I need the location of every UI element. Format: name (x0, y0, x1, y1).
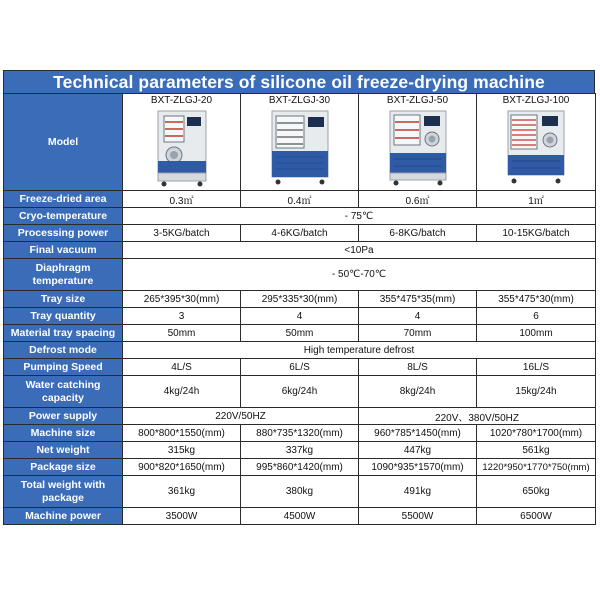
table-cell: 50mm (241, 325, 359, 342)
row-label: Tray quantity (4, 308, 123, 325)
table-cell: 361kg (123, 476, 241, 508)
table-cell: 880*735*1320(mm) (241, 425, 359, 442)
row-label: Freeze-dried area (4, 191, 123, 208)
table-cell: 6500W (477, 508, 596, 525)
table-cell: 0.6㎡ (359, 191, 477, 208)
table-cell: 900*820*1650(mm) (123, 459, 241, 476)
table-cell: 355*475*30(mm) (477, 291, 596, 308)
row-label: Processing power (4, 225, 123, 242)
freeze-dryer-image (506, 109, 566, 187)
table-cell: 4 (241, 308, 359, 325)
table-cell: 4500W (241, 508, 359, 525)
model-name: BXT-ZLGJ-30 (268, 95, 331, 106)
table-cell: 491kg (359, 476, 477, 508)
table-cell: 265*395*30(mm) (123, 291, 241, 308)
table-row (4, 191, 596, 208)
spec-sheet (3, 70, 595, 525)
table-cell: 960*785*1450(mm) (359, 425, 477, 442)
table-cell: 0.4㎡ (241, 191, 359, 208)
model-cell (123, 94, 241, 191)
table-cell: 315kg (123, 442, 241, 459)
table-cell: 3500W (123, 508, 241, 525)
row-label: Defrost mode (4, 342, 123, 359)
table-cell: 447kg (359, 442, 477, 459)
table-cell: 220V、380V/50HZ (359, 408, 596, 425)
table-cell: 1㎡ (477, 191, 596, 208)
table-row (4, 459, 596, 476)
table-cell: 6-8KG/batch (359, 225, 477, 242)
model-cell (477, 94, 596, 191)
model-name: BXT-ZLGJ-100 (502, 95, 570, 106)
row-label: Net weight (4, 442, 123, 459)
table-cell: 650kg (477, 476, 596, 508)
table-cell: 220V/50HZ (123, 408, 359, 425)
row-label: Final vacuum (4, 242, 123, 259)
table-cell: 6L/S (241, 359, 359, 376)
table-cell: 4-6KG/batch (241, 225, 359, 242)
table-cell: 4L/S (123, 359, 241, 376)
table-row (4, 425, 596, 442)
table-cell: 337kg (241, 442, 359, 459)
table-cell: 1220*950*1770*750(mm) (477, 459, 596, 476)
row-label: Machine size (4, 425, 123, 442)
row-label: Total weight with package (4, 476, 123, 508)
model-name: BXT-ZLGJ-50 (386, 95, 449, 106)
spec-table (3, 93, 596, 525)
table-cell: 50mm (123, 325, 241, 342)
table-row (4, 308, 596, 325)
row-label: Tray size (4, 291, 123, 308)
table-row (4, 442, 596, 459)
table-cell: <10Pa (123, 242, 596, 259)
row-label: Water catching capacity (4, 376, 123, 408)
table-row (4, 342, 596, 359)
table-cell: 6kg/24h (241, 376, 359, 408)
table-row (4, 259, 596, 291)
table-cell: 561kg (477, 442, 596, 459)
table-cell: 355*475*35(mm) (359, 291, 477, 308)
table-row (4, 476, 596, 508)
table-cell: 16L/S (477, 359, 596, 376)
freeze-dryer-image (155, 109, 209, 187)
model-cell (241, 94, 359, 191)
model-header: Model (4, 94, 123, 191)
row-label: Machine power (4, 508, 123, 525)
table-cell: 15kg/24h (477, 376, 596, 408)
table-cell: - 75℃ (123, 208, 596, 225)
table-cell: - 50℃-70℃ (123, 259, 596, 291)
table-cell: 3 (123, 308, 241, 325)
table-row (4, 242, 596, 259)
table-cell: 10-15KG/batch (477, 225, 596, 242)
row-label: Pumping Speed (4, 359, 123, 376)
freeze-dryer-image (270, 109, 330, 187)
table-cell: 3-5KG/batch (123, 225, 241, 242)
table-row (4, 94, 596, 191)
table-cell: 100mm (477, 325, 596, 342)
table-cell: 1020*780*1700(mm) (477, 425, 596, 442)
table-cell: 6 (477, 308, 596, 325)
table-cell: 8L/S (359, 359, 477, 376)
table-cell: 4 (359, 308, 477, 325)
table-cell: 70mm (359, 325, 477, 342)
table-row (4, 291, 596, 308)
row-label: Cryo-temperature (4, 208, 123, 225)
table-row (4, 208, 596, 225)
table-cell: 0.3㎡ (123, 191, 241, 208)
table-row (4, 325, 596, 342)
table-cell: 8kg/24h (359, 376, 477, 408)
table-cell: 295*335*30(mm) (241, 291, 359, 308)
table-row (4, 359, 596, 376)
freeze-dryer-image (388, 109, 448, 187)
table-cell: 4kg/24h (123, 376, 241, 408)
table-row (4, 408, 596, 425)
page-title: Technical parameters of silicone oil freeze-drying machine (3, 70, 595, 93)
table-cell: High temperature defrost (123, 342, 596, 359)
row-label: Package size (4, 459, 123, 476)
row-label: Power supply (4, 408, 123, 425)
row-label: Material tray spacing (4, 325, 123, 342)
table-row (4, 225, 596, 242)
model-cell (359, 94, 477, 191)
table-cell: 1090*935*1570(mm) (359, 459, 477, 476)
table-row (4, 376, 596, 408)
model-name: BXT-ZLGJ-20 (150, 95, 213, 106)
table-cell: 5500W (359, 508, 477, 525)
table-row (4, 508, 596, 525)
table-cell: 380kg (241, 476, 359, 508)
row-label: Diaphragm temperature (4, 259, 123, 291)
table-cell: 995*860*1420(mm) (241, 459, 359, 476)
table-cell: 800*800*1550(mm) (123, 425, 241, 442)
